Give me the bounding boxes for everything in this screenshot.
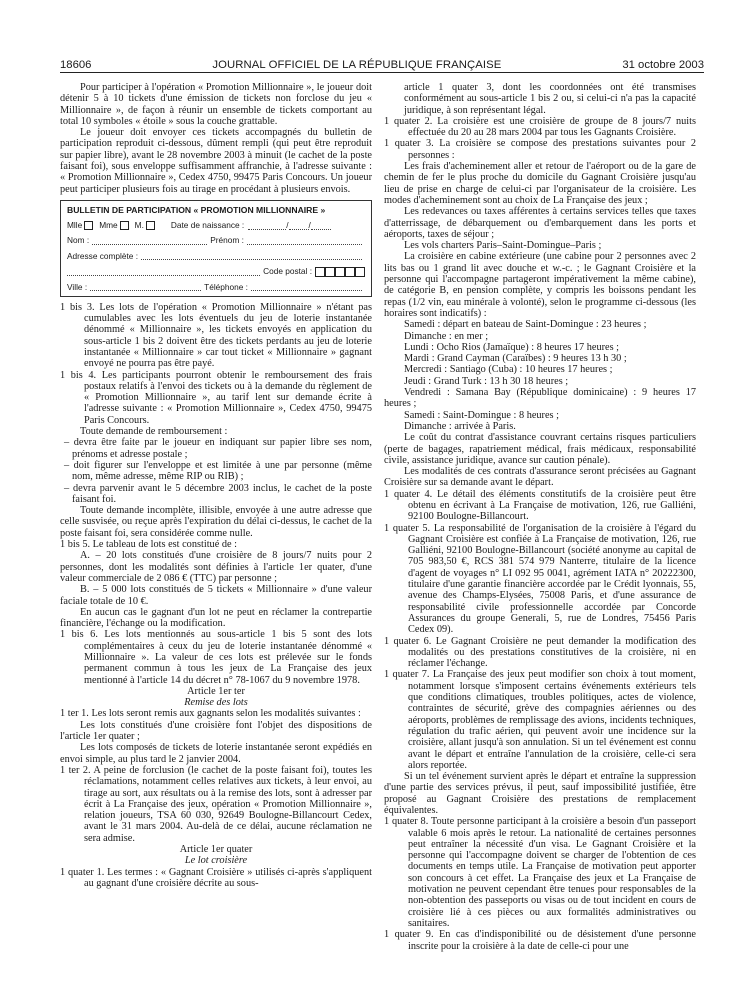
list-item: – doit figurer sur l'enveloppe et est limitée à une par personne (même nom, même adresse, même RIP ou RIB) ; (64, 459, 372, 483)
schedule-item: Samedi : Saint-Domingue : 8 heures ; (404, 409, 560, 421)
list-item: – devra être faite par le joueur en indiquant sur papier libre ses nom, prénoms et adresse postale ; (64, 437, 372, 460)
paragraph: article 1 quater 3, dont les coordonnées ont été transmises conformément au sous-article 1 bis 2 ou, si celui-ci n'a pas la capacité juridique, à son représentant légal. (404, 82, 696, 116)
tel-label: Téléphone : (204, 281, 248, 292)
m-checkbox[interactable] (146, 221, 155, 230)
tel-field[interactable] (251, 282, 362, 291)
form-row-city (67, 282, 365, 292)
paragraph: La croisière en cabine extérieure (une cabine pour 2 personnes avec 2 lits bas ou 1 grand lit avec douche et w.-c. ; le Gagnant Croisière et la personne qui l'accompagne partageront impérativement la même cabine), de catégorie B, en pension complète, y compris les boissons pendant les repas (1/2 vin, eau minérale à volonté), selon le programme ci-dessous (les horaires sont indicatifs) : (384, 251, 696, 319)
postal-code-field[interactable] (315, 266, 365, 277)
form-title: BULLETIN DE PARTICIPATION « PROMOTION MILLIONNAIRE » (67, 204, 326, 215)
paragraph: 1 bis 6. Les lots mentionnés au sous-article 1 bis 5 sont des lots complémentaires à ceux du jeu de loterie instantanée dénommé « Millionnaire ». La valeur de ces lots est prélevée sur le fonds permanent commun à tous les jeux de La Française des jeux mentionné à l'article 14 du décret n° 78-1067 du 9 novembre 1978. (60, 629, 372, 686)
article-title: Le lot croisière (184, 855, 248, 867)
mlle-label: Mlle (67, 220, 83, 231)
participation-form (60, 200, 372, 297)
schedule-item: Mercredi : Santiago (Cuba) : 10 heures 17 heures ; (404, 364, 613, 376)
article-title: Remise des lots (184, 697, 248, 709)
paragraph: 1 bis 5. Le tableau de lots est constitué de : (60, 539, 238, 551)
nom-label: Nom : (67, 235, 90, 246)
right-column (384, 82, 696, 952)
page-header (60, 51, 704, 71)
paragraph: Toute demande de remboursement : (80, 426, 228, 438)
adresse-field[interactable] (141, 251, 362, 260)
paragraph: 1 quater 1. Les termes : « Gagnant Croisière » utilisés ci-après s'appliquent au gagnant d'une croisière décrite au sous- (60, 866, 372, 889)
schedule-item: Lundi : Ocho Rios (Jamaïque) : 8 heures 17 heures ; (404, 341, 620, 353)
paragraph: 1 quater 2. La croisière est une croisière de groupe de 8 jours/7 nuits effectuée du 20 au 28 mars 2004 par tous les Gagnants Croisière. (384, 115, 696, 139)
paragraph: 1 quater 5. La responsabilité de l'organisation de la croisière à l'égard du Gagnant Croisière est confiée à La Française de motivation, 126, rue Galliéni, 92100 Boulogne-Billancourt (société anonyme au capital de 705 983,50 €, RCS 381 574 979 Nanterre, titulaire de la licence d'agent de voyages n° LI 092 95 0041, agrément IATA n° 20222300, titulaire d'une garantie financière accordée par le Crédit lyonnais, 55, avenue des Champs-Elysées, 75008 Paris, et d'une assurance de responsabilité civile professionnelle accordée par Concorde Assurances du groupe Generali, 5, rue de Londres, 75456 Paris Cedex 09). (384, 522, 696, 636)
paragraph: Les redevances ou taxes afférentes à certains services telles que taxes d'atterrissage, de débarquement ou d'embarquement dans les ports et aéroports, taxes de séjour ; (384, 206, 696, 240)
paragraph: Les frais d'acheminement aller et retour de l'aéroport ou de la gare de chemin de fer le plus proche du domicile du Gagnant Croisière jusqu'au lieu de prise en charge de celui-ci par l'organisateur de la croisière. Les modes d'acheminement sont au choix de La Française des jeux ; (384, 161, 696, 206)
paragraph: B. – 5 000 lots constitués de 5 tickets « Millionnaire » d'une valeur faciale totale de 10 €. (60, 584, 372, 607)
list-item: – devra parvenir avant le 5 décembre 2003 inclus, le cachet de la poste faisant foi. (64, 482, 372, 505)
article-heading: Article 1er quater (179, 844, 253, 856)
birth-day-field[interactable] (248, 221, 286, 230)
prenom-field[interactable] (247, 236, 362, 245)
m-label: M. (134, 220, 144, 231)
nom-field[interactable] (92, 236, 207, 245)
birth-year-field[interactable] (311, 221, 331, 230)
paragraph: A. – 20 lots constitués d'une croisière de 8 jours/7 nuits pour 2 personnes, dont les modalités sont définies à l'article 1er quater, d'une valeur commerciale de 2 086 € (TTC) par personne ; (60, 550, 372, 584)
form-row-postal (67, 266, 365, 277)
mme-checkbox[interactable] (120, 221, 129, 230)
journal-title: JOURNAL OFFICIEL DE LA RÉPUBLIQUE FRANÇAISE (212, 59, 502, 71)
birthdate-label: Date de naissance : (170, 220, 245, 231)
paragraph: 1 quater 8. Toute personne participant à la croisière a besoin d'un passeport valable 6 mois après le retour. La nationalité de certaines personnes peut entraîner la nécessité d'un visa. Le Gagnant Croisière et la personne qui l'accompagne doivent se charger de l'obtention de ces documents en temps utile. La Française de motivation peut apporter son concours à cet effet. La Française des jeux et La Française de motivation ne peuvent cependant être tenues pour responsables de la non-obtention des passeports ou visas ou de tout incident en cours de croisière lié à ces pièces ou aux formalités administratives ou sanitaires. (384, 816, 696, 929)
mlle-checkbox[interactable] (84, 221, 93, 230)
postal-label: Code postal : (263, 266, 312, 277)
paragraph: 1 bis 3. Les lots de l'opération « Promotion Millionnaire » n'étant pas cumulables avec les lots éventuels du jeu de loterie instantanée dénommé « Millionnaire », les tickets envoyés en application du sous-article 1 bis 2 doivent être des tickets perdants au jeu de loterie instantanée « Millionnaire » car tout ticket « Millionnaire » gagnant envoyé ne pourra pas être payé. (60, 301, 372, 370)
paragraph: En aucun cas le gagnant d'un lot ne peut en réclamer la contrepartie financière, l'échange ou la modification. (60, 606, 372, 630)
paragraph: Les lots constitués d'une croisière font l'objet des dispositions de l'article 1er quater ; (60, 719, 372, 743)
paragraph: Les lots composés de tickets de loterie instantanée seront expédiés en envoi simple, au plus tard le 2 janvier 2004. (60, 742, 372, 765)
page-number: 18606 (60, 59, 92, 71)
article-heading: Article 1er ter (187, 685, 245, 697)
ville-field[interactable] (90, 282, 201, 291)
paragraph: Si un tel événement survient après le départ et entraîne la suppression d'une partie des services prévus, il peut, sauf impossibilité justifiée, être proposé au Gagnant Croisière des prestations de remplacement équivalentes. (384, 771, 696, 816)
paragraph: 1 bis 4. Les participants pourront obtenir le remboursement des frais postaux relatifs à l'envoi des tickets ou à la demande du règlement de « Promotion Millionnaire », au tarif lent sur demande écrite à l'adresse suivante : « Promotion Millionnaire », Cedex 4750, 99475 Paris Concours. (60, 369, 372, 426)
paragraph: 1 ter 2. A peine de forclusion (le cachet de la poste faisant foi), toutes les réclamations, notamment celles relatives aux tickets, à leur envoi, au tirage au sort, aux résultats ou à la remise des lots, sont à adresser par écrit à La Française des jeux, opération « Promotion Millionnaire », relation joueurs, TSA 60 030, 92649 Boulogne-Billancourt Cedex, avant le 31 mars 2004. Au-delà de ce délai, aucune réclamation ne sera admise. (60, 764, 372, 844)
paragraph: Les vols charters Paris–Saint-Domingue–Paris ; (404, 240, 602, 252)
schedule-item: Dimanche : en mer ; (404, 330, 489, 342)
form-row-name (67, 235, 365, 245)
form-row-address (67, 251, 365, 261)
schedule-item: Samedi : départ en bateau de Saint-Domingue : 23 heures ; (404, 319, 647, 331)
paragraph: 1 quater 7. La Française des jeux peut modifier son choix à tout moment, notamment lorsque s'imposent certains événements extérieurs tels que conditions climatiques, troubles politiques, actes de violence, contraintes de sécurité, grève des compagnies aériennes ou des aéroports, problèmes de remplissage des avions, incidents techniques, régulation du trafic aérien, qui peuvent avoir une incidence sur la croisière, allant jusqu'à son annulation. Si un tel événement est connu avant le départ et entraîne l'annulation de la croisière, celle-ci sera alors reportée. (384, 669, 696, 771)
paragraph: Pour participer à l'opération « Promotion Millionnaire », le joueur doit détenir 5 à 10 tickets d'une émission de tickets non forclose du jeu « Millionnaire », de façon à réunir un ensemble de tickets comportant au total 10 symboles « étoile » sous la couche grattable. (60, 82, 372, 127)
paragraph: Toute demande incomplète, illisible, envoyée à une autre adresse que celle susvisée, ou reçue après l'expiration du délai ci-dessus, le cachet de la poste faisant foi, sera considérée comme nulle. (60, 505, 372, 539)
schedule-item: Dimanche : arrivée à Paris. (404, 420, 516, 432)
schedule-item: Jeudi : Grand Turk : 13 h 30 18 heures ; (404, 375, 569, 387)
schedule-item: Mardi : Grand Cayman (Caraïbes) : 9 heures 13 h 30 ; (404, 353, 627, 365)
adresse-label: Adresse complète : (67, 250, 139, 261)
prenom-label: Prénom : (210, 235, 244, 246)
schedule-item: Vendredi : Samana Bay (République dominicaine) : 9 heures 17 heures ; (384, 387, 696, 410)
paragraph: Le coût du contrat d'assistance couvrant certains risques particuliers (perte de bagages, rapatriement médical, frais médicaux, responsabilité civile, assistance juridique, avance sur caution pénale). (384, 432, 696, 466)
issue-date: 31 octobre 2003 (622, 59, 704, 71)
paragraph: 1 quater 3. La croisière se compose des prestations suivantes pour 2 personnes : (384, 138, 696, 161)
paragraph: 1 quater 9. En cas d'indisponibilité ou de désistement d'une personne inscrite pour la croisière à la date de celle-ci pour une (384, 929, 696, 952)
paragraph: 1 ter 1. Les lots seront remis aux gagnants selon les modalités suivantes : (60, 708, 361, 720)
form-row-civility: Mlle Mme M. Date de naissance : / / (67, 220, 365, 230)
paragraph: 1 quater 4. Le détail des éléments constitutifs de la croisière peut être obtenu en écrivant à La Française de motivation, 126, rue Galliéni, 92100 Boulogne-Billancourt. (384, 488, 696, 523)
paragraph: 1 quater 6. Le Gagnant Croisière ne peut demander la modification des modalités ou des prestations constitutives de la croisière, ni en réclamer l'échange. (384, 635, 696, 670)
header-rule (60, 72, 704, 73)
adresse-field-line2[interactable] (67, 267, 260, 276)
ville-label: Ville : (67, 281, 88, 292)
paragraph: Le joueur doit envoyer ces tickets accompagnés du bulletin de participation reproduit ci-dessous, dûment rempli (qui peut être reproduit sur papier libre), avant le 28 novembre 2003 à minuit (le cachet de la poste faisant foi), sous enveloppe suffisamment affranchie, à l'adresse suivante : « Promotion Millionnaire », Cedex 4750, 99475 Paris Concours. Un joueur peut participer plusieurs fois au tirage en procédant à plusieurs envois. (60, 127, 372, 195)
paragraph: Les modalités de ces contrats d'assurance seront précisées au Gagnant Croisière sur sa demande avant le départ. (384, 466, 696, 489)
mme-label: Mme (99, 220, 118, 231)
birth-month-field[interactable] (289, 221, 309, 230)
left-column (60, 82, 372, 889)
